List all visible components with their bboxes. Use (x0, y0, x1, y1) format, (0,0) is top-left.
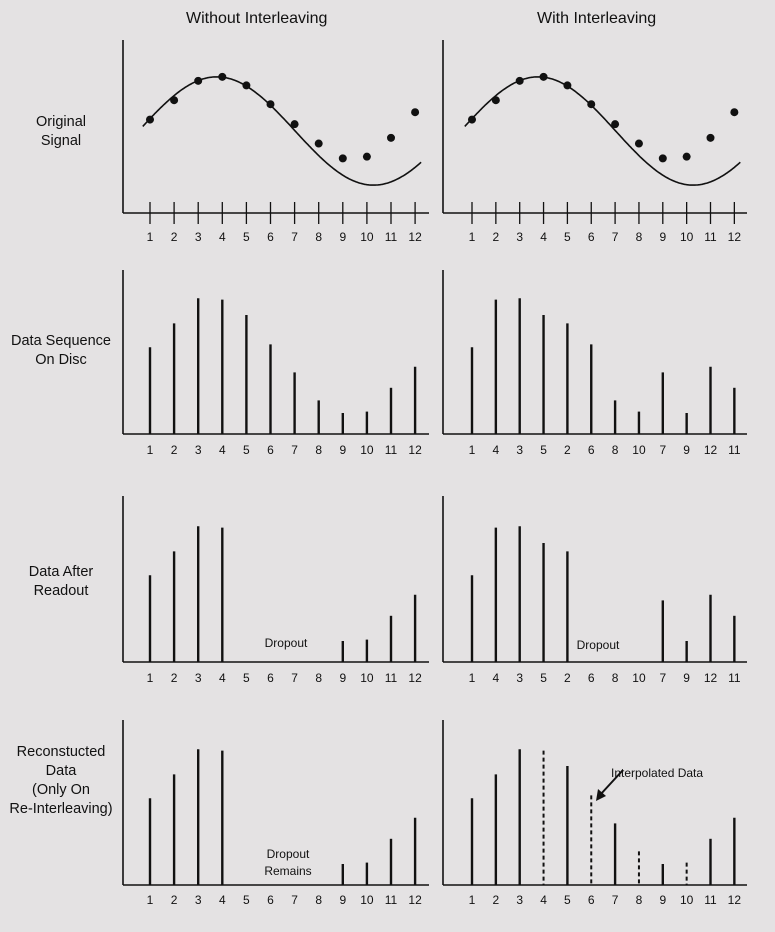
interpolated-data-label: Interpolated Data (611, 766, 704, 780)
tick-label: 8 (315, 443, 323, 457)
tick-label: 1 (468, 893, 476, 907)
tick-label: 11 (704, 230, 717, 244)
tick-label: 4 (218, 893, 226, 907)
tick-label: 12 (408, 893, 422, 907)
tick-label: 1 (146, 443, 154, 457)
tick-label: 10 (360, 671, 374, 685)
tick-label: 5 (243, 230, 250, 244)
sample-point (267, 100, 275, 108)
signal-curve (143, 77, 421, 185)
sample-point (683, 153, 691, 161)
tick-label: 2 (170, 893, 178, 907)
tick-label: 8 (315, 230, 323, 244)
tick-label: 3 (516, 893, 524, 907)
tick-label: 11 (728, 443, 741, 457)
tick-label: 6 (587, 230, 595, 244)
tick-label: 8 (635, 230, 643, 244)
tick-label: 8 (315, 893, 323, 907)
tick-label: 4 (492, 671, 500, 685)
row-label-line: On Disc (35, 352, 87, 368)
tick-label: 8 (611, 443, 619, 457)
tick-label: 2 (492, 230, 500, 244)
sample-point (387, 134, 395, 142)
tick-label: 12 (727, 893, 742, 907)
tick-label: 7 (291, 230, 298, 244)
dropout-remains-label: Remains (264, 864, 312, 878)
tick-label: 8 (315, 671, 323, 685)
tick-label: 2 (564, 671, 571, 685)
sample-point (611, 120, 619, 128)
tick-label: 9 (683, 443, 690, 457)
tick-label: 7 (659, 443, 667, 457)
tick-label: 9 (339, 671, 347, 685)
dropout-label: Dropout (576, 638, 620, 652)
tick-label: 1 (468, 443, 476, 457)
tick-label: 11 (384, 443, 398, 457)
tick-label: 1 (146, 893, 154, 907)
tick-label: 6 (267, 443, 274, 457)
sample-point (587, 100, 595, 108)
tick-label: 5 (564, 893, 571, 907)
tick-label: 7 (659, 671, 667, 685)
sample-point (468, 116, 476, 124)
tick-label: 4 (218, 443, 226, 457)
tick-label: 12 (703, 671, 718, 685)
tick-label: 7 (291, 671, 298, 685)
sample-point (411, 108, 419, 116)
tick-label: 5 (243, 443, 250, 457)
tick-label: 10 (360, 443, 374, 457)
tick-label: 5 (564, 230, 571, 244)
sample-point (363, 153, 371, 161)
sample-point (492, 96, 500, 104)
sample-point (659, 154, 667, 162)
sample-point (146, 116, 154, 124)
tick-label: 9 (683, 671, 690, 685)
row-label-line: Data After (28, 564, 94, 580)
tick-label: 1 (468, 230, 476, 244)
tick-label: 2 (170, 671, 178, 685)
tick-label: 4 (540, 893, 547, 907)
sample-point (730, 108, 738, 116)
tick-label: 12 (408, 230, 422, 244)
tick-label: 4 (540, 230, 547, 244)
tick-label: 12 (408, 443, 422, 457)
tick-label: 6 (587, 671, 595, 685)
tick-label: 11 (384, 230, 398, 244)
tick-label: 5 (243, 893, 250, 907)
tick-label: 12 (408, 671, 422, 685)
tick-label: 5 (243, 671, 250, 685)
sample-point (170, 96, 178, 104)
sample-point (339, 154, 347, 162)
sample-point (516, 77, 524, 85)
tick-label: 2 (170, 230, 178, 244)
tick-label: 6 (587, 893, 595, 907)
tick-label: 8 (611, 671, 619, 685)
tick-label: 3 (194, 443, 202, 457)
tick-label: 3 (516, 443, 524, 457)
tick-label: 12 (727, 230, 742, 244)
tick-label: 10 (360, 893, 374, 907)
tick-label: 4 (218, 671, 226, 685)
tick-label: 6 (267, 671, 274, 685)
row-label-line: Re-Interleaving) (9, 801, 113, 817)
tick-label: 6 (267, 893, 274, 907)
tick-label: 11 (384, 671, 398, 685)
row-label-line: Readout (33, 583, 89, 599)
tick-label: 9 (339, 443, 347, 457)
tick-label: 2 (492, 893, 500, 907)
tick-label: 7 (291, 443, 298, 457)
row-label-line: Signal (40, 133, 82, 149)
column-title-with-interleaving: With Interleaving (537, 10, 657, 27)
tick-label: 3 (194, 230, 202, 244)
tick-label: 2 (170, 443, 178, 457)
tick-label: 11 (704, 893, 717, 907)
tick-label: 7 (291, 893, 298, 907)
tick-label: 11 (384, 893, 398, 907)
sample-point (563, 81, 571, 89)
tick-label: 6 (267, 230, 274, 244)
sample-point (635, 140, 643, 148)
tick-label: 3 (516, 671, 524, 685)
tick-label: 1 (468, 671, 476, 685)
tick-label: 12 (703, 443, 718, 457)
row-label-line: Data (45, 763, 77, 779)
tick-label: 3 (516, 230, 524, 244)
tick-label: 5 (540, 443, 547, 457)
sample-point (291, 120, 299, 128)
tick-label: 9 (339, 893, 347, 907)
tick-label: 8 (635, 893, 643, 907)
tick-label: 10 (632, 671, 646, 685)
tick-label: 10 (679, 230, 694, 244)
tick-label: 4 (492, 443, 500, 457)
dropout-label: Dropout (264, 636, 308, 650)
tick-label: 10 (679, 893, 694, 907)
sample-point (194, 77, 202, 85)
tick-label: 10 (632, 443, 646, 457)
column-title-without-interleaving: Without Interleaving (186, 10, 328, 27)
tick-label: 7 (611, 230, 619, 244)
tick-label: 11 (728, 671, 741, 685)
sample-point (315, 140, 323, 148)
tick-label: 2 (564, 443, 571, 457)
tick-label: 4 (218, 230, 226, 244)
tick-label: 5 (540, 671, 547, 685)
tick-label: 9 (339, 230, 347, 244)
tick-label: 7 (611, 893, 619, 907)
tick-label: 1 (146, 671, 154, 685)
tick-label: 9 (659, 893, 667, 907)
tick-label: 6 (587, 443, 595, 457)
row-label-line: (Only On (31, 782, 90, 798)
tick-label: 1 (146, 230, 154, 244)
sample-point (540, 73, 548, 81)
dropout-remains-label: Dropout (266, 847, 310, 861)
signal-curve (465, 77, 741, 185)
tick-label: 3 (194, 671, 202, 685)
sample-point (218, 73, 226, 81)
tick-label: 3 (194, 893, 202, 907)
row-label-line: Data Sequence (11, 333, 111, 349)
tick-label: 9 (659, 230, 667, 244)
sample-point (242, 81, 250, 89)
sample-point (707, 134, 715, 142)
tick-label: 10 (360, 230, 374, 244)
row-label-line: Original (36, 114, 86, 130)
row-label-line: Reconstucted (16, 744, 106, 760)
